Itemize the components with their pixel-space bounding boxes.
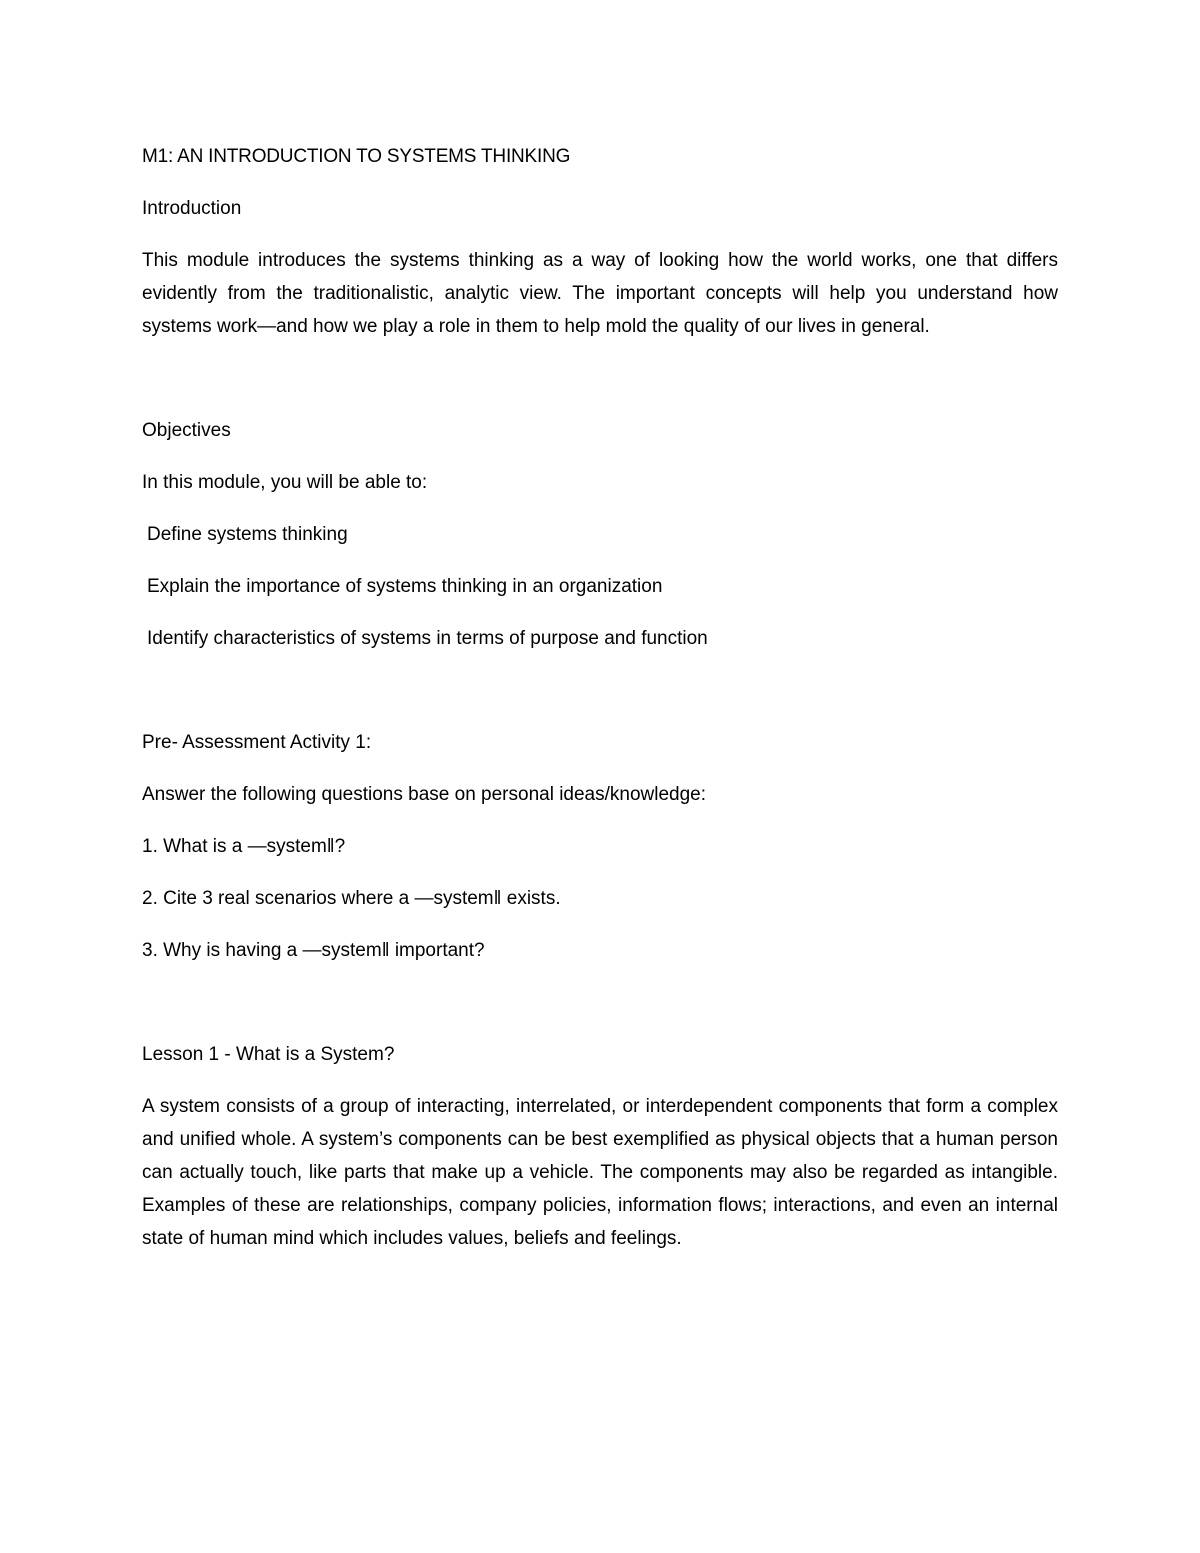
pre-assessment-heading: Pre- Assessment Activity 1:	[142, 732, 372, 753]
question-item-3: 3. Why is having a ―system‖ important?	[142, 940, 485, 961]
document-content	[142, 140, 1058, 1255]
lesson-1-heading: Lesson 1 - What is a System?	[142, 1044, 395, 1065]
document-title: M1: AN INTRODUCTION TO SYSTEMS THINKING	[142, 146, 571, 167]
objective-item-identify: Identify characteristics of systems in terms of purpose and function	[147, 628, 708, 649]
objective-item-define: Define systems thinking	[147, 524, 348, 545]
introduction-paragraph: This module introduces the systems thinking as a way of looking how the world works, one that differs evidently from the traditionalistic, analytic view. The important concepts will help you understand how systems work—and how we play a role in them to help mold the quality of our lives in general.	[142, 250, 1058, 337]
question-item-2: 2. Cite 3 real scenarios where a ―system‖ exists.	[142, 888, 561, 909]
objectives-lead: In this module, you will be able to:	[142, 472, 428, 493]
lesson-1-paragraph: A system consists of a group of interacting, interrelated, or interdependent components that form a complex and unified whole. A system’s components can be best exemplified as physical objects that a human person can actually touch, like parts that make up a vehicle. The components may also be regarded as intangible. Examples of these are relationships, company policies, information flows; interactions, and even an internal state of human mind which includes values, beliefs and feelings.	[142, 1096, 1058, 1249]
pre-assessment-questions	[142, 830, 1058, 967]
introduction-heading: Introduction	[142, 198, 242, 219]
objective-item-explain: Explain the importance of systems thinking in an organization	[147, 576, 663, 597]
pre-assessment-instruction: Answer the following questions base on personal ideas/knowledge:	[142, 784, 707, 805]
question-item-1: 1. What is a ―system‖?	[142, 836, 346, 857]
objectives-heading: Objectives	[142, 420, 231, 441]
objectives-list	[142, 518, 1058, 655]
